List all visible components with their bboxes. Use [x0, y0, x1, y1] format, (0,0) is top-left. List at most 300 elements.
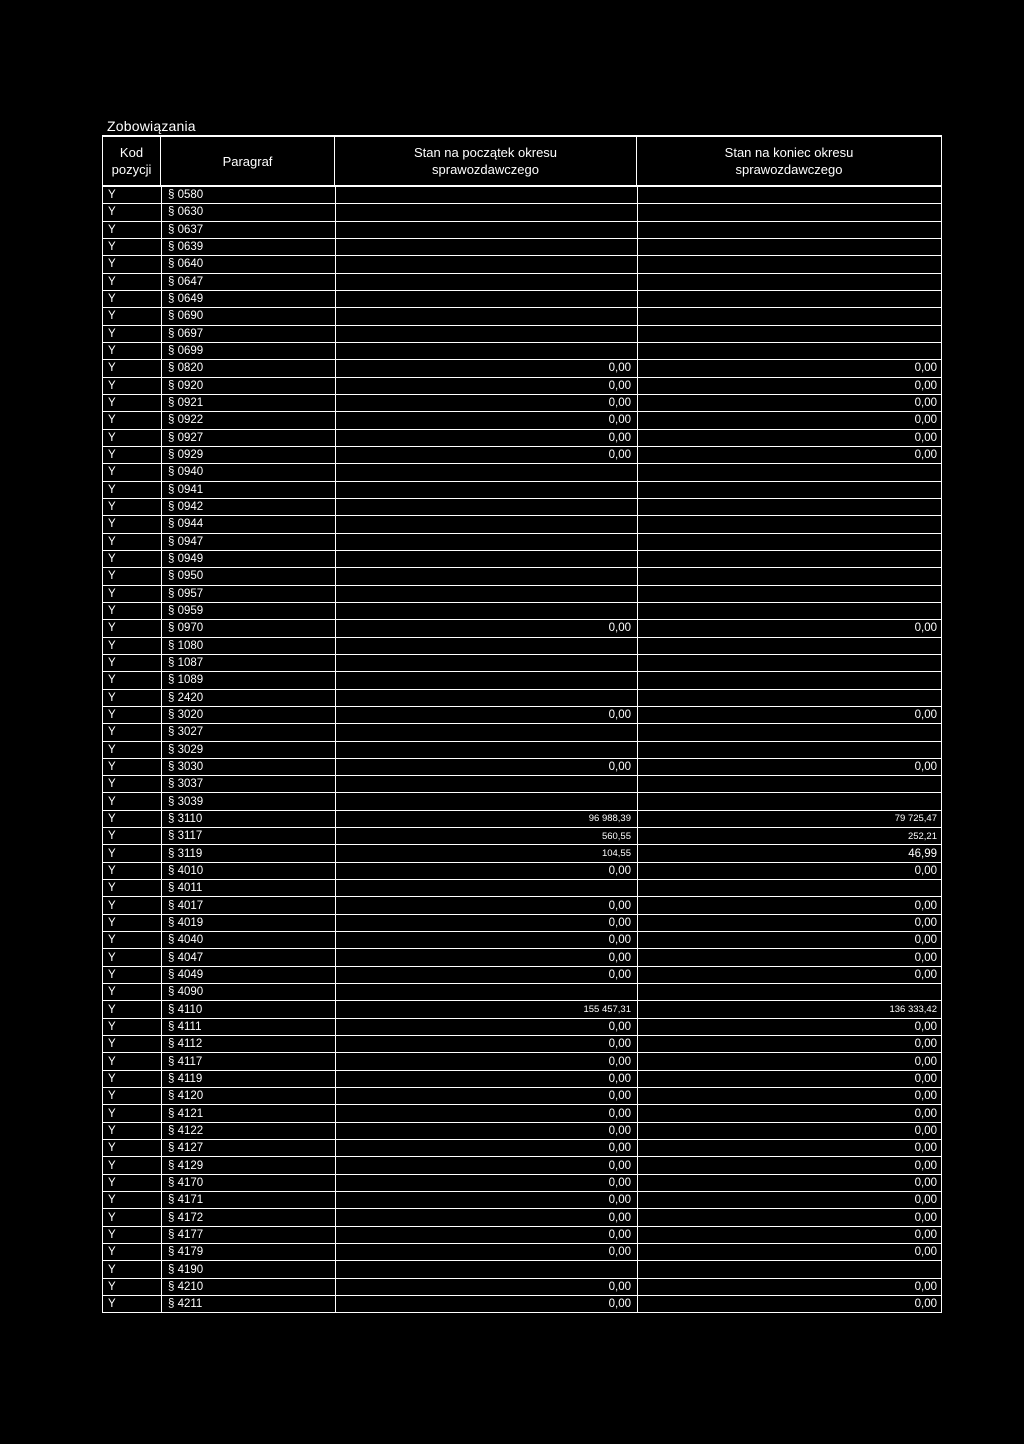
row-start-value: 0,00: [335, 1123, 637, 1139]
row-end-value: 0,00: [637, 1209, 941, 1225]
liabilities-table: [102, 135, 942, 1313]
table-row: [102, 1053, 942, 1070]
row-paragraf: § 0940: [161, 464, 335, 480]
row-paragraf: § 0649: [161, 291, 335, 307]
row-end-value: 79 725,47: [637, 811, 941, 827]
row-paragraf: § 4110: [161, 1001, 335, 1017]
row-start-value: [335, 256, 637, 272]
row-end-value: [637, 880, 941, 896]
table-row: [102, 291, 942, 308]
row-start-value: 0,00: [335, 897, 637, 913]
row-end-value: 0,00: [637, 395, 941, 411]
row-end-value: [637, 793, 941, 809]
row-paragraf: § 3027: [161, 724, 335, 740]
row-end-value: 0,00: [637, 759, 941, 775]
table-row: [102, 1105, 942, 1122]
row-end-value: [637, 343, 941, 359]
row-end-value: [637, 464, 941, 480]
row-kod: Y: [108, 1107, 116, 1120]
row-end-value: [637, 274, 941, 290]
row-start-value: [335, 880, 637, 896]
row-kod: Y: [108, 743, 116, 756]
row-paragraf: § 0942: [161, 499, 335, 515]
row-paragraf: § 3119: [161, 845, 335, 861]
row-paragraf: § 4011: [161, 880, 335, 896]
table-row: [102, 1088, 942, 1105]
row-kod: Y: [108, 431, 116, 444]
row-start-value: [335, 204, 637, 220]
table-row: [102, 274, 942, 291]
row-start-value: [335, 222, 637, 238]
row-kod: Y: [108, 1280, 116, 1293]
row-paragraf: § 0950: [161, 568, 335, 584]
row-kod: Y: [108, 1298, 116, 1311]
row-end-value: 0,00: [637, 620, 941, 636]
row-paragraf: § 4017: [161, 897, 335, 913]
row-start-value: 0,00: [335, 1088, 637, 1104]
row-end-value: 0,00: [637, 430, 941, 446]
header-paragraf: [161, 137, 335, 185]
row-paragraf: § 0941: [161, 482, 335, 498]
row-end-value: 46,99: [637, 845, 941, 861]
row-end-value: [637, 326, 941, 342]
row-paragraf: § 0580: [161, 187, 335, 203]
row-start-value: 0,00: [335, 1157, 637, 1173]
table-row: [102, 915, 942, 932]
row-paragraf: § 3037: [161, 776, 335, 792]
row-paragraf: § 4171: [161, 1192, 335, 1208]
row-paragraf: § 0920: [161, 378, 335, 394]
row-kod: Y: [108, 830, 116, 843]
row-end-value: [637, 586, 941, 602]
row-kod: Y: [108, 726, 116, 739]
table-row: [102, 1209, 942, 1226]
row-start-value: [335, 187, 637, 203]
table-row: [102, 742, 942, 759]
row-end-value: 0,00: [637, 949, 941, 965]
row-kod: Y: [108, 466, 116, 479]
header-kod-line1: Kod: [119, 145, 144, 160]
row-end-value: [637, 482, 941, 498]
row-paragraf: § 0647: [161, 274, 335, 290]
row-paragraf: § 4120: [161, 1088, 335, 1104]
row-paragraf: § 3029: [161, 742, 335, 758]
table-row: [102, 1123, 942, 1140]
row-start-value: 0,00: [335, 1279, 637, 1295]
row-end-value: 0,00: [637, 1088, 941, 1104]
row-kod: Y: [108, 899, 116, 912]
table-row: [102, 672, 942, 689]
row-end-value: 0,00: [637, 1105, 941, 1121]
row-paragraf: § 0929: [161, 447, 335, 463]
row-kod: Y: [108, 587, 116, 600]
row-end-value: [637, 742, 941, 758]
row-start-value: 0,00: [335, 1019, 637, 1035]
row-kod: Y: [108, 223, 116, 236]
table-row: [102, 534, 942, 551]
row-start-value: 0,00: [335, 378, 637, 394]
row-start-value: [335, 638, 637, 654]
row-start-value: [335, 655, 637, 671]
row-start-value: 0,00: [335, 1036, 637, 1052]
row-kod: Y: [108, 275, 116, 288]
row-start-value: [335, 1261, 637, 1277]
row-kod: Y: [108, 674, 116, 687]
table-row: [102, 360, 942, 377]
table-row: [102, 1175, 942, 1192]
row-kod: Y: [108, 1176, 116, 1189]
table-row: [102, 828, 942, 845]
row-paragraf: § 4190: [161, 1261, 335, 1277]
row-start-value: [335, 308, 637, 324]
row-paragraf: § 3020: [161, 707, 335, 723]
row-paragraf: § 4090: [161, 984, 335, 1000]
row-start-value: [335, 568, 637, 584]
table-row: [102, 984, 942, 1001]
row-end-value: 0,00: [637, 1053, 941, 1069]
row-kod: Y: [108, 1263, 116, 1276]
table-row: [102, 1244, 942, 1261]
row-kod: Y: [108, 1055, 116, 1068]
row-paragraf: § 3030: [161, 759, 335, 775]
row-start-value: [335, 793, 637, 809]
row-kod: Y: [108, 1020, 116, 1033]
header-end: [637, 137, 941, 185]
table-row: [102, 897, 942, 914]
row-paragraf: § 3117: [161, 828, 335, 844]
table-row: [102, 1227, 942, 1244]
row-paragraf: § 0699: [161, 343, 335, 359]
row-paragraf: § 0922: [161, 412, 335, 428]
row-start-value: 0,00: [335, 1296, 637, 1312]
header-start-line2: sprawozdawczego: [432, 162, 539, 177]
row-kod: Y: [108, 1142, 116, 1155]
row-end-value: [637, 672, 941, 688]
row-start-value: 104,55: [335, 845, 637, 861]
row-end-value: 0,00: [637, 897, 941, 913]
table-row: [102, 793, 942, 810]
table-row: [102, 811, 942, 828]
row-kod: Y: [108, 258, 116, 271]
row-end-value: 0,00: [637, 1036, 941, 1052]
row-end-value: 0,00: [637, 412, 941, 428]
table-row: [102, 516, 942, 533]
row-kod: Y: [108, 916, 116, 929]
row-end-value: [637, 256, 941, 272]
table-row: [102, 499, 942, 516]
row-end-value: [637, 690, 941, 706]
row-paragraf: § 3039: [161, 793, 335, 809]
row-paragraf: § 4172: [161, 1209, 335, 1225]
row-kod: Y: [108, 397, 116, 410]
row-paragraf: § 3110: [161, 811, 335, 827]
row-end-value: [637, 534, 941, 550]
table-row: [102, 326, 942, 343]
row-end-value: [637, 638, 941, 654]
row-kod: Y: [108, 622, 116, 635]
header-start: [335, 137, 637, 185]
row-kod: Y: [108, 1003, 116, 1016]
row-kod: Y: [108, 986, 116, 999]
table-row: [102, 464, 942, 481]
row-kod: Y: [108, 639, 116, 652]
row-kod: Y: [108, 206, 116, 219]
row-end-value: [637, 724, 941, 740]
table-row: [102, 1001, 942, 1018]
table-row: [102, 204, 942, 221]
row-start-value: [335, 534, 637, 550]
row-paragraf: § 0690: [161, 308, 335, 324]
row-end-value: [637, 603, 941, 619]
row-end-value: 0,00: [637, 967, 941, 983]
row-kod: Y: [108, 1072, 116, 1085]
row-start-value: 0,00: [335, 1071, 637, 1087]
row-end-value: 0,00: [637, 932, 941, 948]
row-kod: Y: [108, 501, 116, 514]
row-start-value: 560,55: [335, 828, 637, 844]
row-kod: Y: [108, 795, 116, 808]
row-start-value: 0,00: [335, 412, 637, 428]
row-kod: Y: [108, 535, 116, 548]
table-row: [102, 863, 942, 880]
table-row: [102, 949, 942, 966]
row-kod: Y: [108, 1211, 116, 1224]
row-kod: Y: [108, 882, 116, 895]
row-start-value: 0,00: [335, 430, 637, 446]
row-end-value: 0,00: [637, 1157, 941, 1173]
row-paragraf: § 4111: [161, 1019, 335, 1035]
row-kod: Y: [108, 1038, 116, 1051]
row-end-value: 0,00: [637, 707, 941, 723]
row-kod: Y: [108, 951, 116, 964]
table-header: [102, 135, 942, 187]
row-start-value: 0,00: [335, 1175, 637, 1191]
row-kod: Y: [108, 379, 116, 392]
row-paragraf: § 0944: [161, 516, 335, 532]
row-start-value: 155 457,31: [335, 1001, 637, 1017]
row-paragraf: § 2420: [161, 690, 335, 706]
table-row: [102, 1140, 942, 1157]
row-kod: Y: [108, 241, 116, 254]
row-paragraf: § 4112: [161, 1036, 335, 1052]
row-paragraf: § 0637: [161, 222, 335, 238]
table-row: [102, 845, 942, 862]
table-row: [102, 638, 942, 655]
row-paragraf: § 1087: [161, 655, 335, 671]
table-row: [102, 707, 942, 724]
row-paragraf: § 0697: [161, 326, 335, 342]
row-end-value: 136 333,42: [637, 1001, 941, 1017]
row-kod: Y: [108, 518, 116, 531]
table-row: [102, 1157, 942, 1174]
row-kod: Y: [108, 968, 116, 981]
table-row: [102, 620, 942, 637]
row-end-value: [637, 984, 941, 1000]
table-row: [102, 308, 942, 325]
row-kod: Y: [108, 1246, 116, 1259]
row-start-value: [335, 239, 637, 255]
row-end-value: 0,00: [637, 1227, 941, 1243]
row-start-value: 0,00: [335, 360, 637, 376]
table-row: [102, 1071, 942, 1088]
row-paragraf: § 4122: [161, 1123, 335, 1139]
row-start-value: [335, 776, 637, 792]
row-start-value: 0,00: [335, 447, 637, 463]
table-body: [102, 187, 942, 1313]
row-start-value: 0,00: [335, 932, 637, 948]
row-kod: Y: [108, 1124, 116, 1137]
row-start-value: 0,00: [335, 1244, 637, 1260]
row-kod: Y: [108, 189, 116, 202]
row-end-value: 0,00: [637, 447, 941, 463]
table-row: [102, 343, 942, 360]
row-end-value: 0,00: [637, 1192, 941, 1208]
row-kod: Y: [108, 605, 116, 618]
table-row: [102, 395, 942, 412]
row-start-value: 0,00: [335, 620, 637, 636]
table-row: [102, 776, 942, 793]
row-kod: Y: [108, 847, 116, 860]
row-start-value: [335, 586, 637, 602]
row-start-value: 0,00: [335, 863, 637, 879]
row-end-value: [637, 222, 941, 238]
row-kod: Y: [108, 449, 116, 462]
row-end-value: 0,00: [637, 915, 941, 931]
table-row: [102, 447, 942, 464]
row-end-value: [637, 568, 941, 584]
row-start-value: 96 988,39: [335, 811, 637, 827]
table-row: [102, 1019, 942, 1036]
row-paragraf: § 4211: [161, 1296, 335, 1312]
row-kod: Y: [108, 1228, 116, 1241]
table-row: [102, 187, 942, 204]
row-paragraf: § 0949: [161, 551, 335, 567]
row-end-value: 0,00: [637, 1296, 941, 1312]
row-paragraf: § 0947: [161, 534, 335, 550]
table-row: [102, 932, 942, 949]
table-row: [102, 1192, 942, 1209]
row-kod: Y: [108, 310, 116, 323]
row-kod: Y: [108, 709, 116, 721]
row-kod: Y: [108, 327, 116, 340]
row-paragraf: § 0959: [161, 603, 335, 619]
row-paragraf: § 0921: [161, 395, 335, 411]
row-paragraf: § 4040: [161, 932, 335, 948]
row-end-value: 0,00: [637, 378, 941, 394]
row-start-value: 0,00: [335, 1053, 637, 1069]
row-start-value: 0,00: [335, 1192, 637, 1208]
row-kod: Y: [108, 1194, 116, 1207]
row-paragraf: § 4010: [161, 863, 335, 879]
row-start-value: [335, 742, 637, 758]
row-paragraf: § 4119: [161, 1071, 335, 1087]
header-end-line1: Stan na koniec okresu: [724, 145, 854, 160]
row-paragraf: § 4047: [161, 949, 335, 965]
row-end-value: 0,00: [637, 360, 941, 376]
row-start-value: 0,00: [335, 949, 637, 965]
row-end-value: 0,00: [637, 1175, 941, 1191]
row-start-value: 0,00: [335, 395, 637, 411]
row-end-value: [637, 499, 941, 515]
row-end-value: [637, 1261, 941, 1277]
row-paragraf: § 0640: [161, 256, 335, 272]
table-row: [102, 430, 942, 447]
row-start-value: 0,00: [335, 1209, 637, 1225]
row-paragraf: § 0639: [161, 239, 335, 255]
table-row: [102, 880, 942, 897]
table-row: [102, 239, 942, 256]
table-row: [102, 759, 942, 776]
row-end-value: 0,00: [637, 1279, 941, 1295]
row-kod: Y: [108, 812, 116, 825]
row-start-value: [335, 984, 637, 1000]
row-paragraf: § 4121: [161, 1105, 335, 1121]
row-end-value: 252,21: [637, 828, 941, 844]
row-end-value: [637, 655, 941, 671]
row-kod: Y: [108, 760, 116, 773]
row-start-value: 0,00: [335, 915, 637, 931]
row-start-value: [335, 516, 637, 532]
header-kod: [103, 137, 161, 185]
table-row: [102, 724, 942, 741]
row-kod: Y: [108, 570, 116, 583]
row-paragraf: § 4117: [161, 1053, 335, 1069]
row-kod: Y: [108, 657, 116, 670]
row-kod: Y: [108, 778, 116, 791]
row-start-value: [335, 603, 637, 619]
row-end-value: [637, 516, 941, 532]
row-paragraf: § 0970: [161, 620, 335, 636]
row-paragraf: § 1080: [161, 638, 335, 654]
row-end-value: 0,00: [637, 863, 941, 879]
row-paragraf: § 4049: [161, 967, 335, 983]
row-start-value: [335, 499, 637, 515]
row-start-value: [335, 482, 637, 498]
table-row: [102, 1261, 942, 1278]
row-start-value: [335, 690, 637, 706]
table-row: [102, 378, 942, 395]
row-start-value: [335, 343, 637, 359]
header-kod-line2: pozycji: [111, 162, 152, 177]
row-paragraf: § 0820: [161, 360, 335, 376]
table-row: [102, 586, 942, 603]
row-paragraf: § 0957: [161, 586, 335, 602]
row-end-value: [637, 776, 941, 792]
page-title: Zobowiązania: [107, 118, 196, 134]
table-row: [102, 1036, 942, 1053]
row-end-value: [637, 551, 941, 567]
row-end-value: [637, 187, 941, 203]
row-start-value: 0,00: [335, 707, 637, 723]
table-row: [102, 482, 942, 499]
row-kod: Y: [108, 691, 116, 704]
row-start-value: [335, 274, 637, 290]
header-start-line1: Stan na początek okresu: [413, 145, 558, 160]
row-end-value: 0,00: [637, 1140, 941, 1156]
row-end-value: [637, 291, 941, 307]
row-start-value: 0,00: [335, 759, 637, 775]
row-start-value: [335, 291, 637, 307]
table-row: [102, 967, 942, 984]
row-kod: Y: [108, 293, 116, 306]
row-paragraf: § 4129: [161, 1157, 335, 1173]
row-end-value: [637, 308, 941, 324]
row-kod: Y: [108, 362, 116, 375]
table-row: [102, 412, 942, 429]
row-start-value: [335, 724, 637, 740]
header-paragraf-label: Paragraf: [222, 153, 273, 169]
row-start-value: 0,00: [335, 1105, 637, 1121]
